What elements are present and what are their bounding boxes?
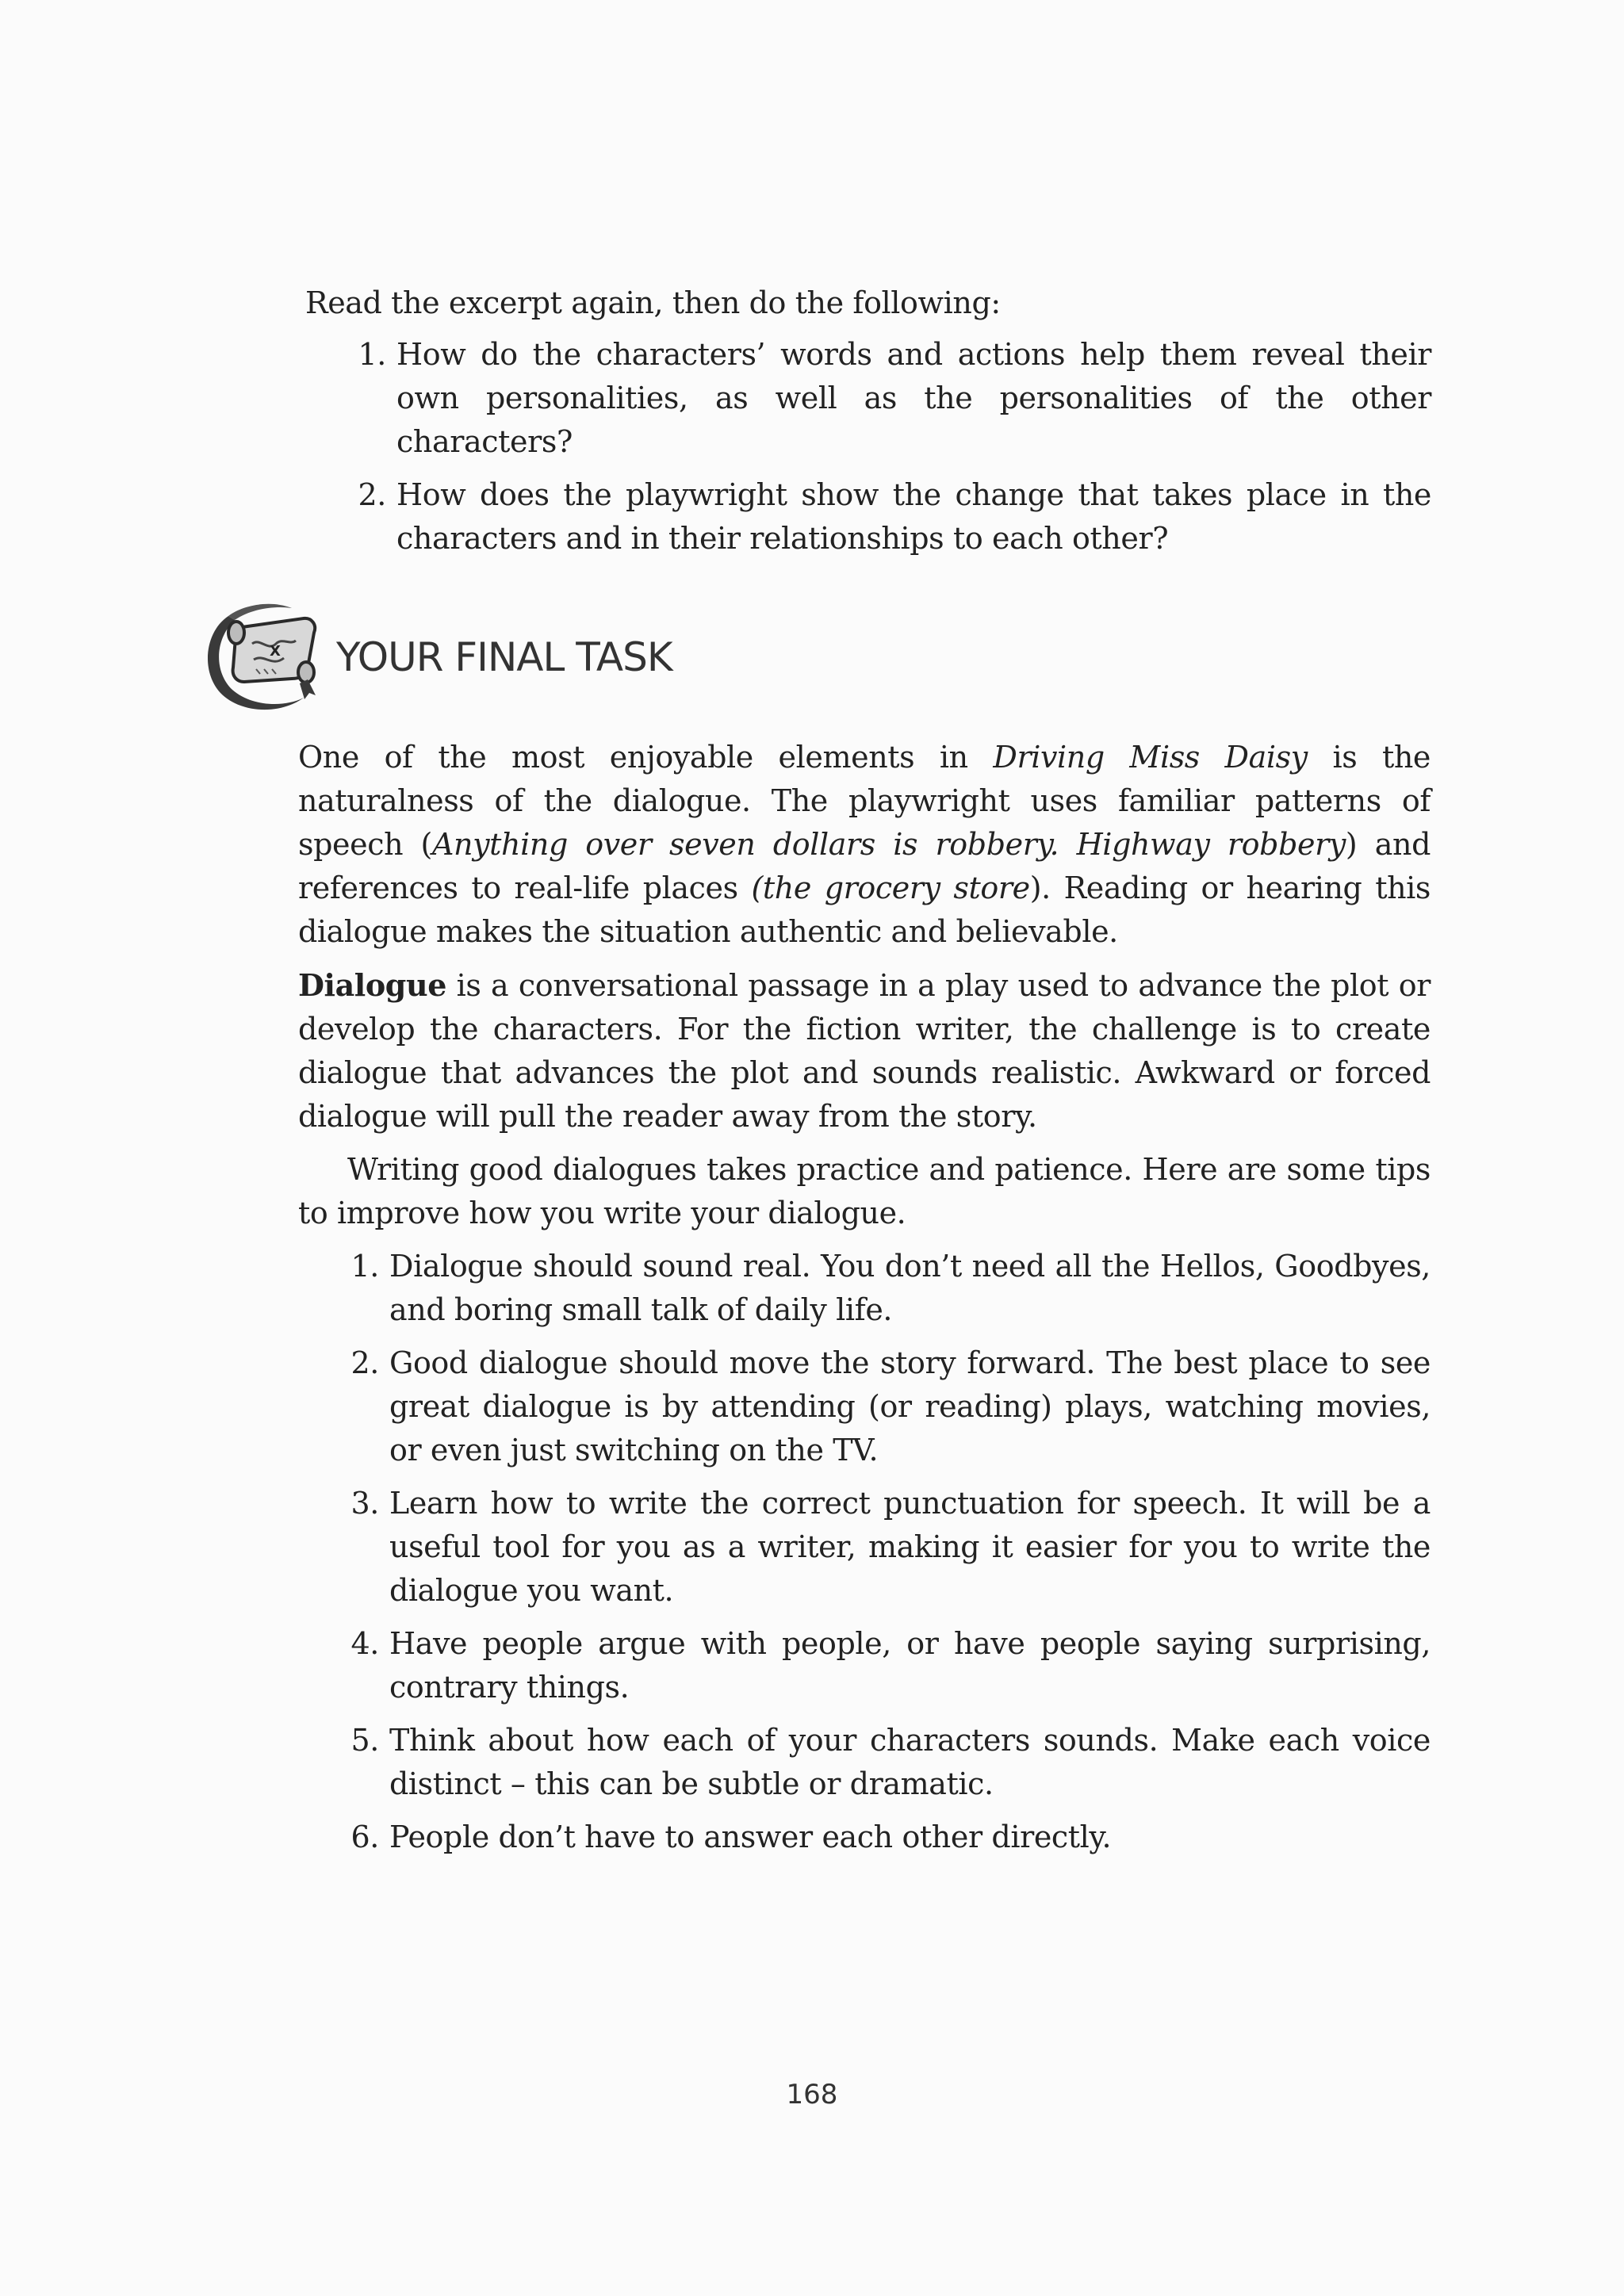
question-item: [305, 333, 1431, 464]
intro-lead: Read the excerpt again, then do the following:: [305, 285, 1001, 320]
section-title: YOUR FINAL TASK: [336, 634, 672, 680]
tip-number: 6.: [350, 1820, 379, 1854]
play-title: Driving Miss Daisy: [993, 740, 1308, 775]
tip-text: Have people argue with people, or have people saying surprising, contrary things.: [389, 1626, 1431, 1705]
tips-list: [298, 1245, 1431, 1859]
tip-text: Good dialogue should move the story forward. The best place to see great dialogue is by attending (or reading) plays, watching movies, or even just switching on the TV.: [389, 1345, 1431, 1468]
tip-number: 4.: [350, 1626, 379, 1661]
tip-item: [298, 1719, 1431, 1806]
tip-text: Dialogue should sound real. You don’t need all the Hellos, Goodbyes, and boring small talk of daily life.: [389, 1249, 1431, 1327]
question-text: How do the characters’ words and actions help them reveal their own personalities, as well as the personalities of the other characters?: [396, 337, 1431, 459]
question-item: [305, 473, 1431, 561]
tip-number: 2.: [350, 1345, 379, 1380]
tip-number: 3.: [350, 1486, 379, 1521]
tip-item: [298, 1245, 1431, 1332]
quote-example: Anything over seven dollars is robbery. Highway robbery: [431, 827, 1346, 862]
tip-text: Learn how to write the correct punctuation for speech. It will be a useful tool for you as a writer, making it easier for you to write the dialogue you want.: [389, 1486, 1431, 1608]
tip-item: [298, 1622, 1431, 1709]
section-heading: [197, 596, 831, 715]
svg-text:X: X: [270, 643, 281, 660]
question-list: [305, 333, 1431, 570]
paragraph: Writing good dialogues takes practice and patience. Here are some tips to improve how you write your dialogue.: [298, 1152, 1431, 1230]
tip-number: 1.: [350, 1249, 379, 1284]
tip-item: [298, 1816, 1431, 1859]
tip-item: [298, 1482, 1431, 1613]
section-body: [298, 736, 1431, 1869]
tip-item: [298, 1341, 1431, 1472]
question-number: 1.: [358, 337, 386, 372]
tip-text: Think about how each of your characters sounds. Make each voice distinct – this can be subtle or dramatic.: [389, 1723, 1431, 1801]
page-number: 168: [786, 2079, 838, 2110]
defined-term: Dialogue: [298, 967, 446, 1003]
tip-number: 5.: [350, 1723, 379, 1758]
paragraph: Dialogue is a conversational passage in a play used to advance the plot or develop the characters. For the fiction writer, the challenge is to create dialogue that advances the plot and sounds realistic. Awkward or forced dialogue will pull the reader away from the story.: [298, 967, 1431, 1134]
paragraph: One of the most enjoyable elements in Driving Miss Daisy is the naturalness of the dialogue. The playwright uses familiar patterns of speech (Anything over seven dollars is robbery. Highway robbery) and references to real-life places (the grocery store). Reading or hearing this dialogue makes the situation authentic and believable.: [298, 740, 1431, 949]
tip-text: People don’t have to answer each other directly.: [389, 1820, 1112, 1854]
question-number: 2.: [358, 477, 386, 512]
place-example: (the grocery store: [751, 871, 1030, 905]
scroll-map-icon: [197, 596, 327, 715]
question-text: How does the playwright show the change that takes place in the characters and in their relationships to each other?: [396, 477, 1431, 556]
